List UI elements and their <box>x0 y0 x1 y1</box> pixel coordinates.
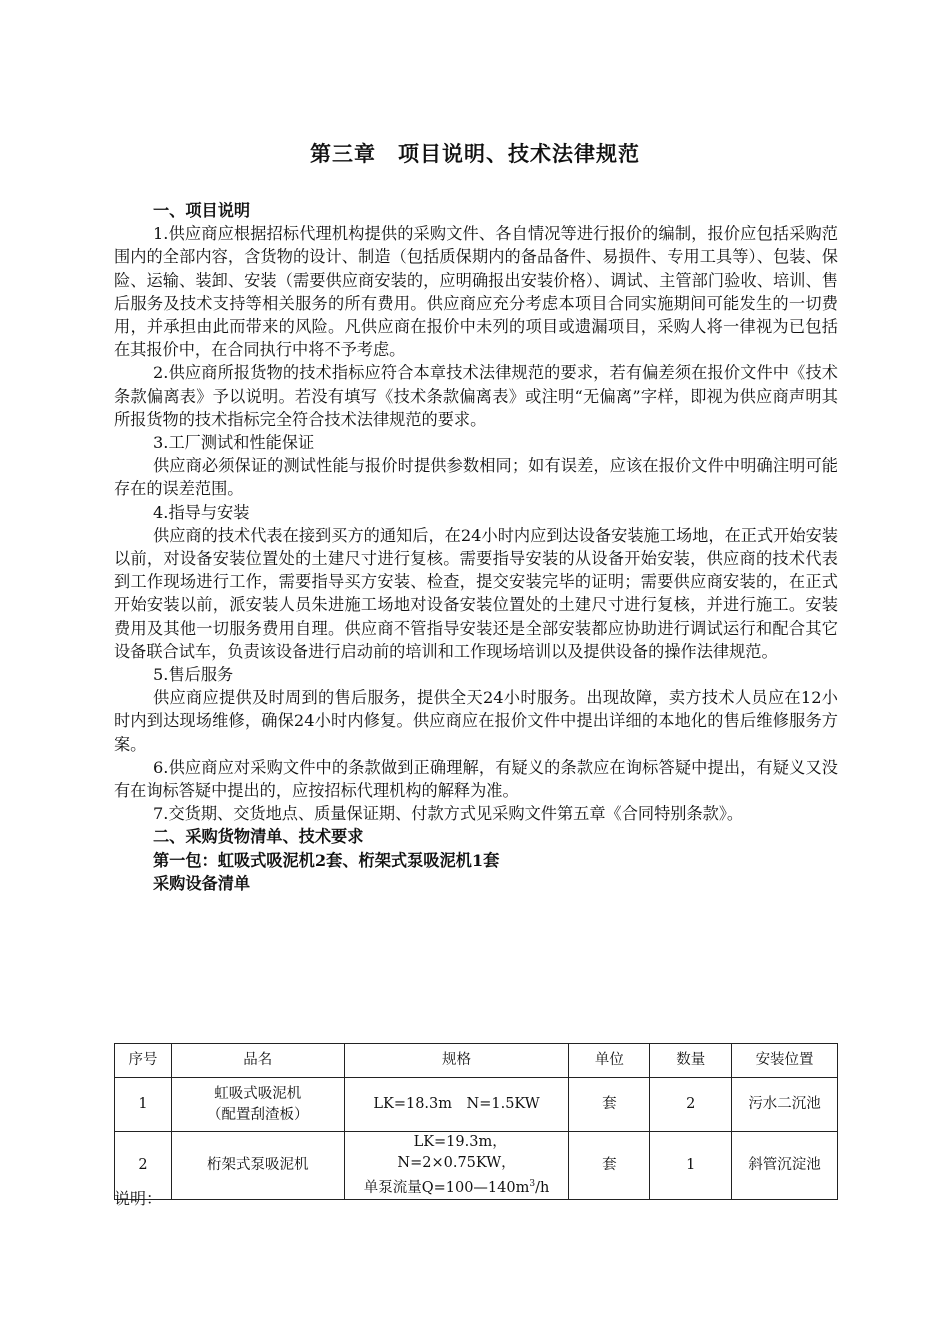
cell-spec: LK=18.3m N=1.5KW <box>344 1078 569 1132</box>
paragraph-7: 7.交货期、交货地点、质量保证期、付款方式见采购文件第五章《合同特别条款》。 <box>153 804 744 824</box>
header-cell: 序号 <box>115 1044 172 1078</box>
cell-location: 斜管沉淀池 <box>732 1132 838 1200</box>
package-heading: 第一包：虹吸式吸泥机2套、桁架式泵吸泥机1套 <box>153 850 500 870</box>
cell-spec-line2 <box>349 1174 565 1199</box>
cell-spec <box>344 1132 569 1200</box>
table-row <box>115 1132 838 1200</box>
table-header-row <box>115 1044 838 1078</box>
cell-location: 污水二沉池 <box>732 1078 838 1132</box>
paragraph-5-title: 5.售后服务 <box>153 665 234 685</box>
header-cell: 数量 <box>650 1044 732 1078</box>
cell-unit: 套 <box>569 1132 650 1200</box>
paragraph-3-title: 3.工厂测试和性能保证 <box>153 433 315 453</box>
table-row <box>115 1078 838 1132</box>
paragraph-6: 6.供应商应对采购文件中的条款做到正确理解，有疑义的条款应在询标答疑中提出，有疑义又没有在询标答疑中提出的，应按招标代理机构的解释为准。 <box>114 757 838 801</box>
header-cell: 单位 <box>569 1044 650 1078</box>
paragraph-3: 供应商必须保证的测试性能与报价时提供参数相同；如有误差，应该在报价文件中明确注明可能存在的误差范围。 <box>114 456 838 499</box>
paragraph-1: 1.供应商应根据招标代理机构提供的采购文件、各自情况等进行报价的编制，报价应包括采购范围内的全部内容，含货物的设计、制造（包括质保期内的备品备件、易损件、专用工具等）、包装、保险、运输、装卸、安装（需要供应商安装的，应明确报出安装价格）、调试、主管部门验收、培训、售后服务及技术支持等相关服务的所有费用。供应商应充分考虑本项目合同实施期间可能发生的一切费用，并承担由此而带来的风险。凡供应商在报价中未列的项目或遗漏项目，采购人将一律视为已包括在其报价中，在合同执行中将不予考虑。 <box>114 224 838 360</box>
cell-spec-unit-tail: /h <box>535 1179 550 1196</box>
cell-no: 1 <box>115 1078 172 1132</box>
cell-qty: 2 <box>650 1078 732 1132</box>
document-body <box>114 199 838 895</box>
cell-spec-superscript: 3 <box>529 1179 536 1189</box>
cell-unit: 套 <box>569 1078 650 1132</box>
chapter-title: 第三章 项目说明、技术法律规范 <box>310 141 640 166</box>
note-label: 说明： <box>114 1189 163 1208</box>
header-cell: 规格 <box>344 1044 569 1078</box>
section-heading-project-description: 一、项目说明 <box>153 201 251 220</box>
equipment-list-title: 采购设备清单 <box>153 873 251 893</box>
cell-spec-line1: LK=19.3m， N=2×0.75KW， <box>397 1134 516 1171</box>
cell-name: 桁架式泵吸泥机 <box>171 1132 344 1200</box>
cell-spec-line2-text: 单泵流量Q=100—140m <box>363 1179 530 1196</box>
equipment-table <box>114 1043 838 1200</box>
paragraph-4-title: 4.指导与安装 <box>153 502 250 522</box>
paragraph-4: 供应商的技术代表在接到买方的通知后，在24小时内应到达设备安装施工场地，在正式开始安装以前，对设备安装位置处的土建尺寸进行复核。需要指导安装的从设备开始安装，供应商的技术代表到工作现场进行工作，需要指导买方安装、检查，提交安装完毕的证明；需要供应商安装的，在正式开始安装以前，派安装人员朱进施工场地对设备安装位置处的土建尺寸进行复核，并进行施工。安装费用及其他一切服务费用自理。供应商不管指导安装还是全部安装都应协助进行调试运行和配合其它设备联合试车，负责该设备进行启动前的培训和工作现场培训以及提供设备的操作法律规范。 <box>114 525 838 661</box>
cell-name <box>171 1078 344 1132</box>
cell-name-line2: （配置刮渣板） <box>207 1106 309 1123</box>
paragraph-5: 供应商应提供及时周到的售后服务，提供全天24小时服务。出现故障，卖方技术人员应在12小时内到达现场维修，确保24小时内修复。供应商应在报价文件中提出详细的本地化的售后维修服务方案。 <box>114 688 838 754</box>
cell-no: 2 <box>115 1132 172 1200</box>
header-cell: 安装位置 <box>732 1044 838 1078</box>
cell-qty: 1 <box>650 1132 732 1200</box>
header-cell: 品名 <box>171 1044 344 1078</box>
cell-name-line1: 虹吸式吸泥机 <box>214 1085 302 1102</box>
paragraph-2: 2.供应商所报货物的技术指标应符合本章技术法律规范的要求，若有偏差须在报价文件中《技术条款偏离表》予以说明。若没有填写《技术条款偏离表》或注明“无偏离”字样，即视为供应商声明其所报货物的技术指标完全符合技术法律规范的要求。 <box>114 363 838 429</box>
section-heading-procurement-list: 二、采购货物清单、技术要求 <box>153 827 364 847</box>
